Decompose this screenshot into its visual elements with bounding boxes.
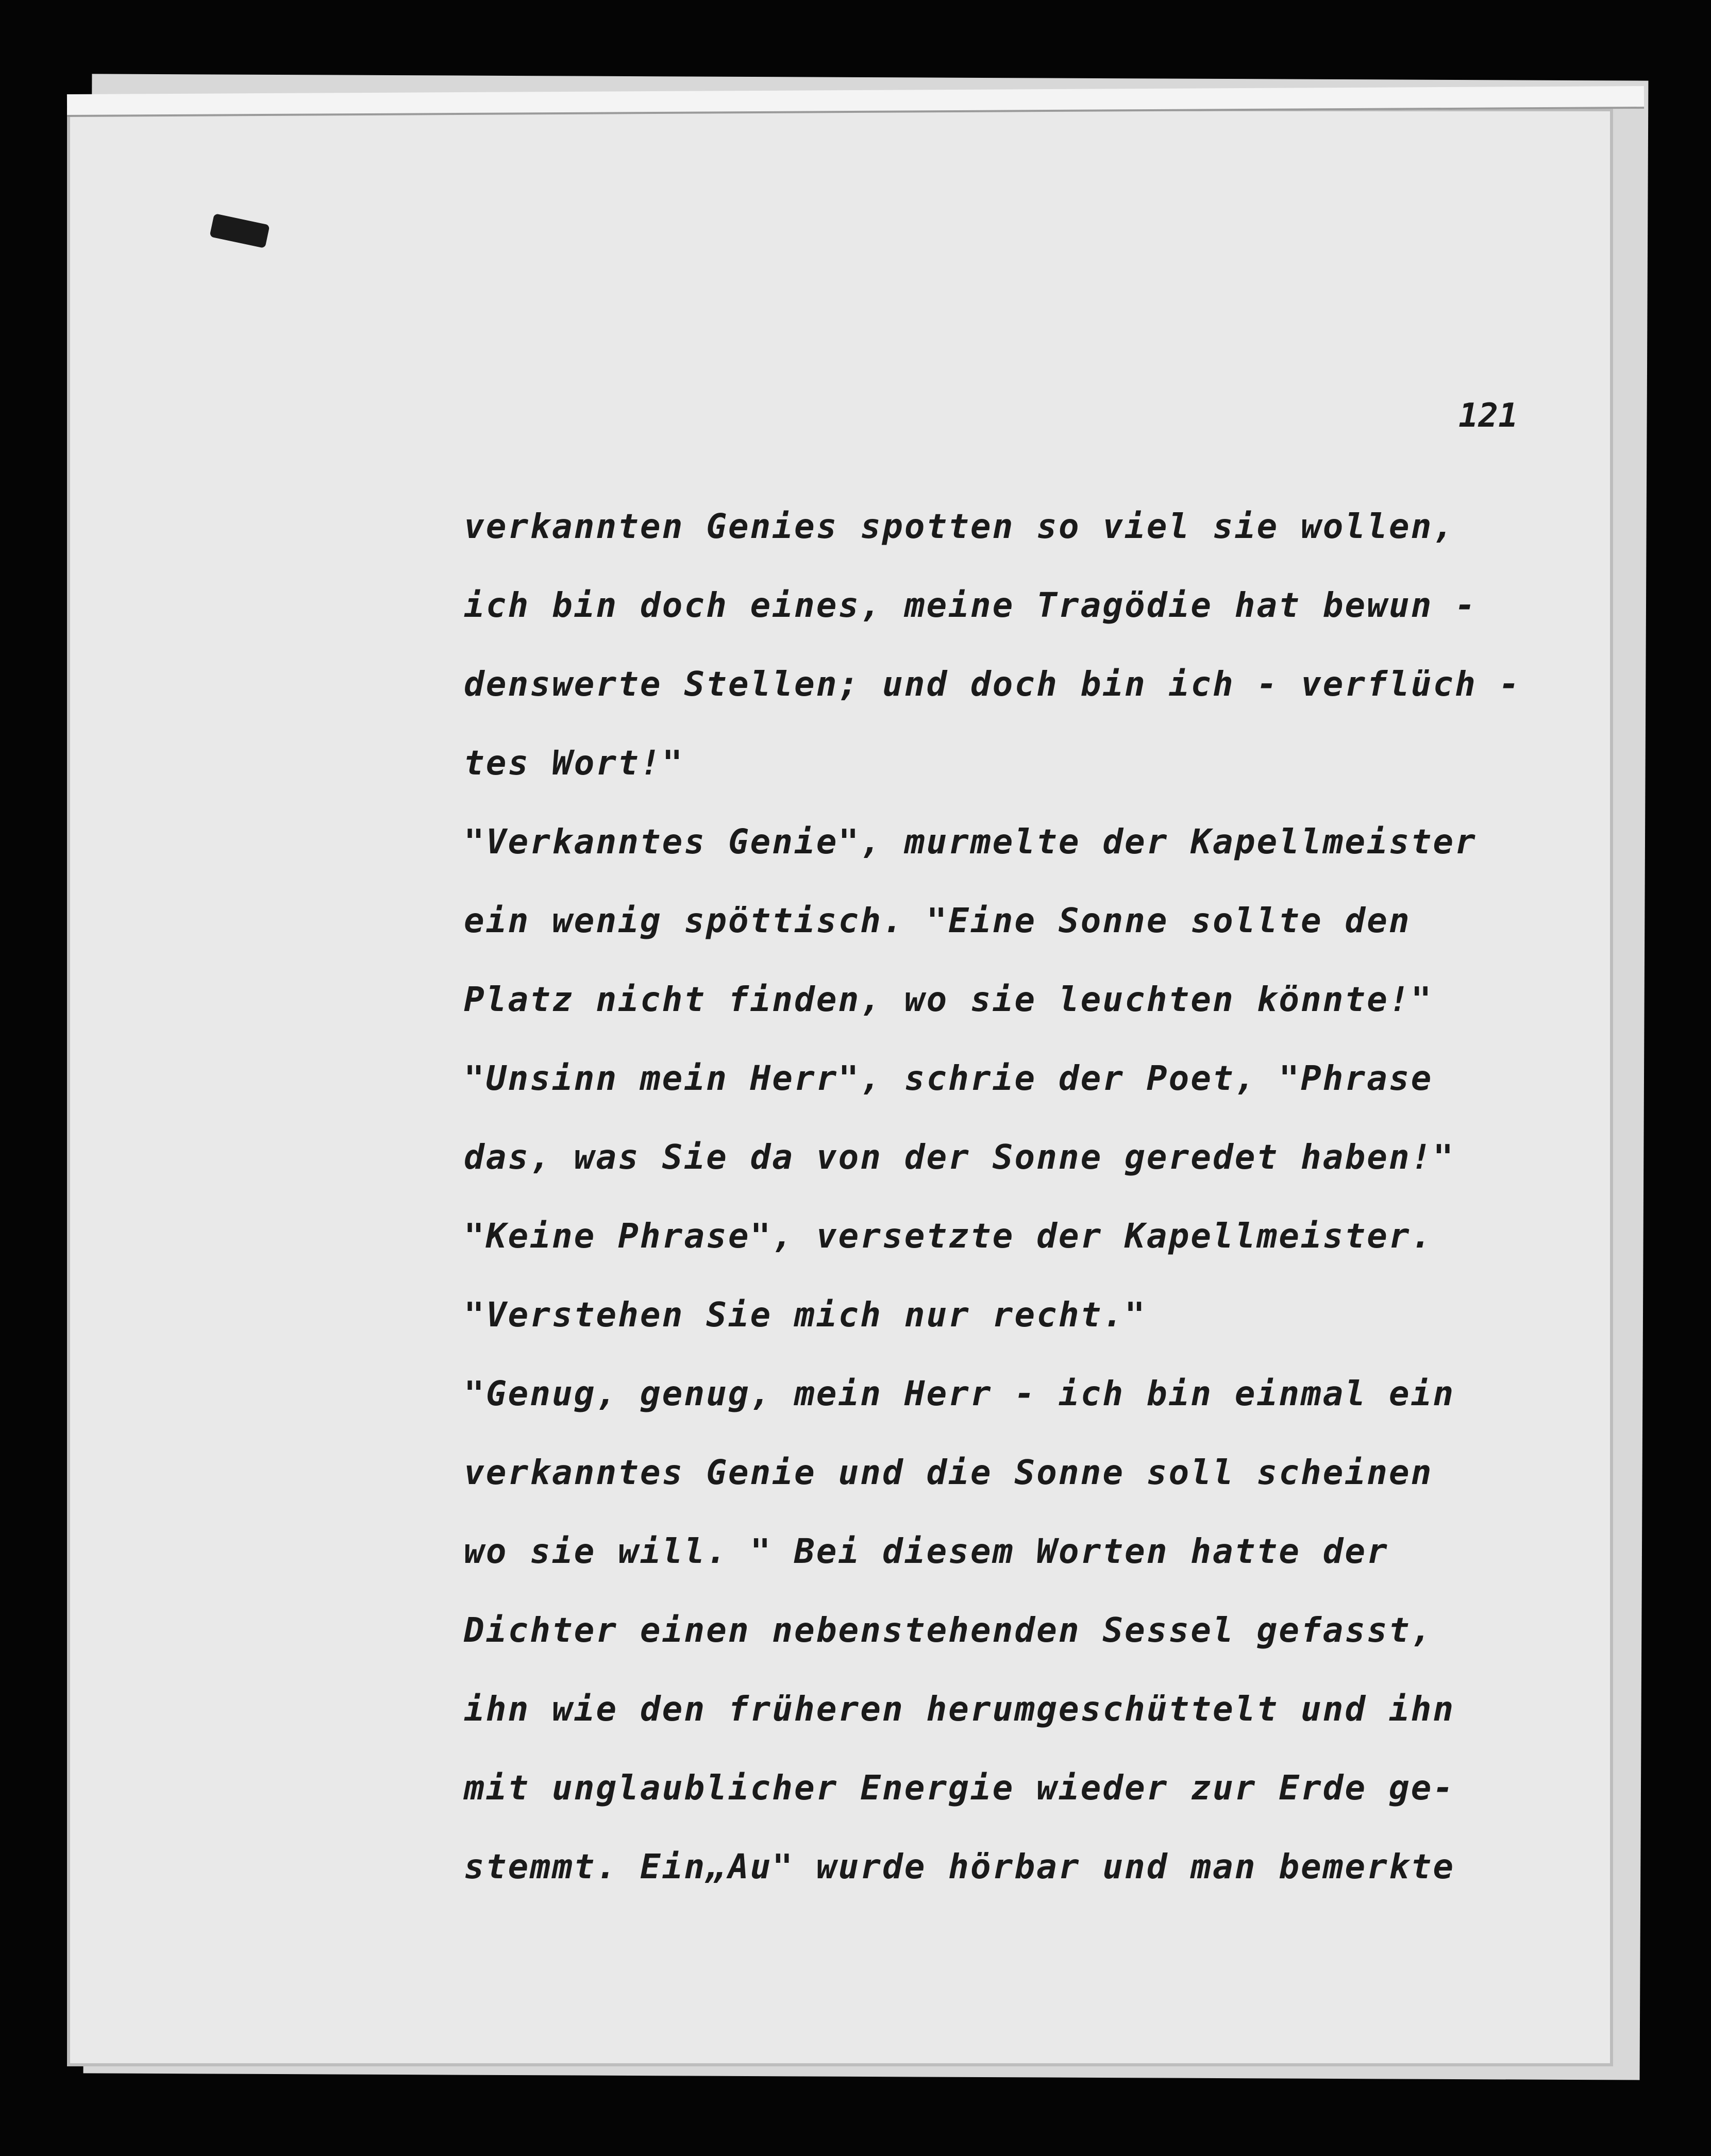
text-line: Platz nicht finden, wo sie leuchten könnte!" (464, 980, 1433, 1019)
text-line: "Verstehen Sie mich nur recht." (464, 1295, 1147, 1335)
text-line: ein wenig spöttisch. "Eine Sonne sollte den (464, 901, 1411, 940)
text-line: mit unglaublicher Energie wieder zur Erde ge- (464, 1768, 1455, 1808)
text-line: das, was Sie da von der Sonne geredet haben!" (464, 1137, 1455, 1177)
text-line: tes Wort!" (464, 743, 684, 783)
typed-text-body (464, 487, 1623, 1906)
text-line: denswerte Stellen; und doch bin ich - verflüch - (464, 664, 1521, 704)
text-line: "Verkanntes Genie", murmelte der Kapellmeister (464, 822, 1477, 862)
text-line: stemmt. Ein„Au" wurde hörbar und man bemerkte (464, 1847, 1455, 1886)
page-number: 121 (1458, 397, 1518, 435)
text-line: Dichter einen nebenstehenden Sessel gefasst, (464, 1610, 1433, 1650)
text-line: "Unsinn mein Herr", schrie der Poet, "Phrase (464, 1058, 1433, 1098)
text-line: ihn wie den früheren herumgeschüttelt und ihn (464, 1689, 1455, 1729)
text-line: ich bin doch eines, meine Tragödie hat bewun - (464, 585, 1477, 625)
text-line: verkanntes Genie und die Sonne soll scheinen (464, 1453, 1433, 1492)
text-line: verkannten Genies spotten so viel sie wollen, (464, 507, 1455, 546)
text-line: wo sie will. " Bei diesem Worten hatte der (464, 1531, 1389, 1571)
text-line: "Keine Phrase", versetzte der Kapellmeister. (464, 1216, 1433, 1256)
text-line: "Genug, genug, mein Herr - ich bin einmal ein (464, 1374, 1455, 1413)
